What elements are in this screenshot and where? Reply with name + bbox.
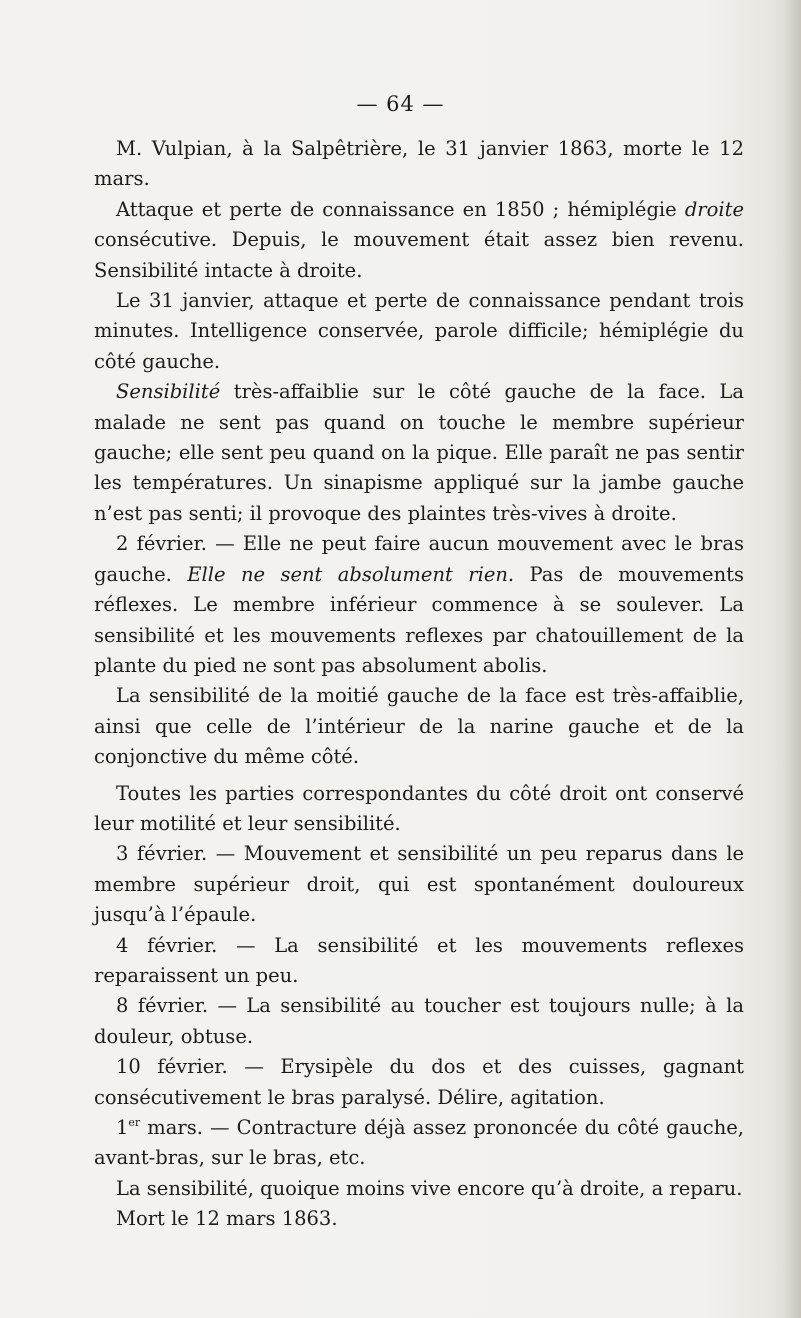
- paragraph-5-start: 2 février. — Elle ne peut faire aucun mouvement avec le bras gauche.: [94, 532, 744, 586]
- paragraph-4-emphasis: Sensibilité: [116, 380, 221, 404]
- paragraph-5: [94, 529, 744, 681]
- paragraph-6: La sensibilité de la moitié gauche de la face est très-affaiblie, ainsi que celle de l’intérieur de la narine gauche et de la conjonctive du même côté.: [94, 684, 744, 769]
- paragraph-4: [94, 377, 744, 529]
- paragraph-14: Mort le 12 mars 1863.: [116, 1207, 338, 1231]
- paragraph-10: 8 février. — La sensibilité au toucher est toujours nulle; à la douleur, obtuse.: [94, 994, 744, 1048]
- paragraph-12-superscript: er: [128, 1116, 141, 1129]
- page-body: [94, 134, 744, 1235]
- paragraph-4-end: très-affaiblie sur le côté gauche de la face. La malade ne sent pas quand on touche le membre supérieur gauche; elle sent peu quand on la pique. Elle paraît ne pas sentir les températures. Un sinapisme appliqué sur la jambe gauche n’est pas senti; il provoque des plaintes très-vives à droite.: [94, 380, 744, 525]
- paragraph-8: 3 février. — Mouvement et sensibilité un peu reparus dans le membre supérieur droit, qui est spontanément douloureux jusqu’à l’épaule.: [94, 842, 744, 927]
- paragraph-2-emphasis: droite: [684, 197, 744, 221]
- paragraph-11: 10 février. — Erysipèle du dos et des cuisses, gagnant consécutivement le bras paralysé. Délire, agitation.: [94, 1055, 744, 1109]
- paragraph-2: [94, 195, 744, 286]
- paragraph-13: La sensibilité, quoique moins vive encore qu’à droite, a reparu.: [116, 1176, 743, 1200]
- paragraph-5-end: Pas de mouvements réflexes. Le membre inférieur commence à se soulever. La sensibilité et les mouvements reflexes par chatouillement de la plante du pied ne sont pas absolument abolis.: [94, 562, 745, 677]
- paragraph-2-end: consécutive. Depuis, le mouvement était assez bien revenu. Sensibilité intacte à droite.: [94, 228, 744, 282]
- page-edge-shadow: [783, 0, 801, 1318]
- paragraph-12: [94, 1113, 744, 1174]
- paragraph-12-number: 1: [116, 1116, 129, 1139]
- paragraph-5-emphasis: Elle ne sent absolument rien.: [187, 562, 515, 586]
- paragraph-12-end: mars. — Contracture déjà assez prononcée du côté gauche, avant-bras, sur le bras, etc.: [94, 1116, 744, 1170]
- paragraph-2-start: Attaque et perte de connaissance en 1850 ; hémiplégie: [116, 197, 685, 221]
- paragraph-9: 4 février. — La sensibilité et les mouvements reflexes reparaissent un peu.: [94, 933, 744, 987]
- paragraph-3: Le 31 janvier, attaque et perte de connaissance pendant trois minutes. Intelligence conservée, parole difficile; hémiplégie du côté gauche.: [94, 289, 744, 373]
- page-number: — 64 —: [356, 92, 445, 116]
- paragraph-7: Toutes les parties correspondantes du côté droit ont conservé leur motilité et leur sensibilité.: [94, 781, 744, 835]
- paragraph-1: M. Vulpian, à la Salpêtrière, le 31 janvier 1863, morte le 12 mars.: [94, 137, 744, 191]
